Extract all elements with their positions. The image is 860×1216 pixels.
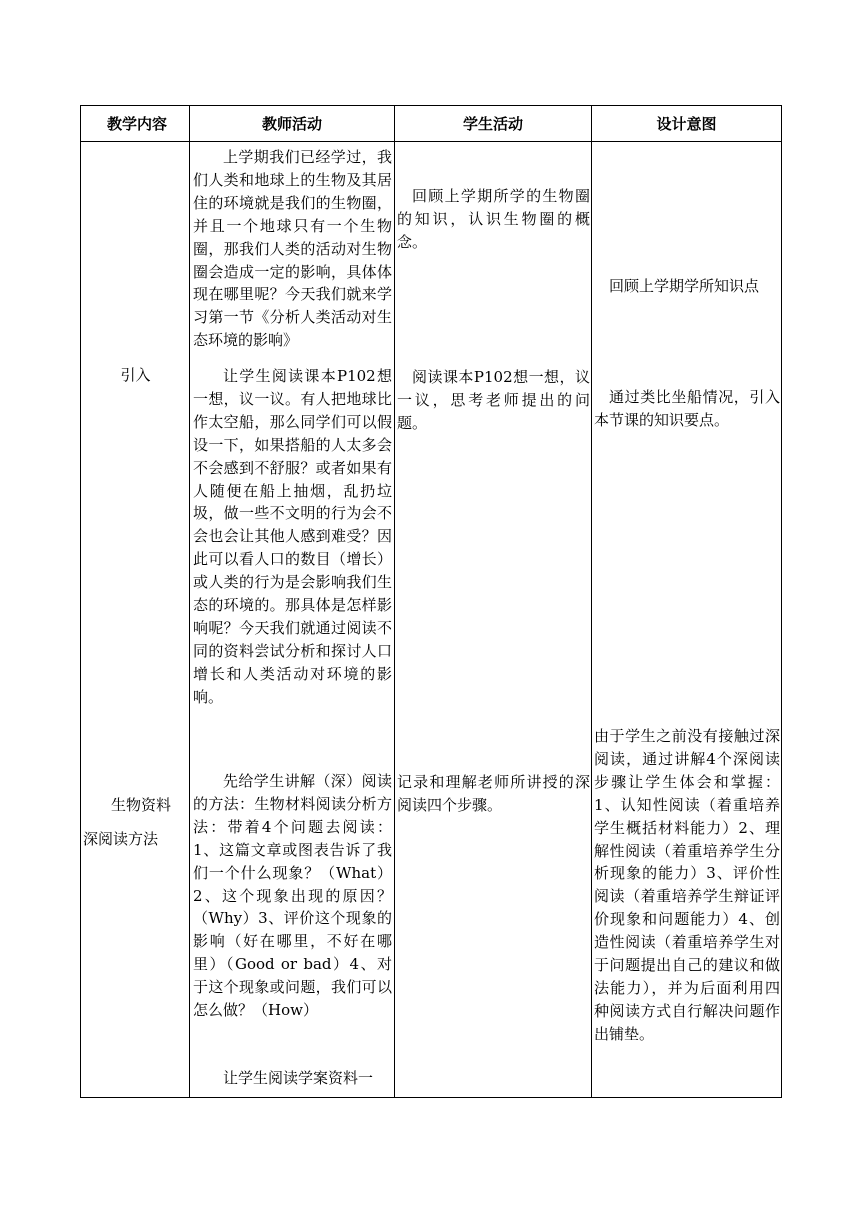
cell-intent (592, 142, 782, 1098)
header-student-activity: 学生活动 (395, 106, 592, 142)
cell-content (81, 142, 190, 1098)
content-deep-reading-line2: 深阅读方法 (83, 830, 159, 848)
content-intro: 引入 (120, 366, 151, 384)
cell-teacher (190, 142, 395, 1098)
table-row (81, 142, 782, 1098)
cell-student (395, 142, 592, 1098)
teacher-read-material-text: 让学生阅读学案资料一 (223, 1069, 374, 1087)
intent-review-text: 回顾上学期学所知识点 (609, 277, 760, 295)
header-design-intent: 设计意图 (592, 106, 782, 142)
teacher-deep-reading-text: 先给学生讲解（深）阅读的方法：生物材料阅读分析方法：带着4个问题去阅读：1、这篇文章或图表告诉了我们一个什么现象？（What）2、这个现象出现的原因？（Why）3、评价这个现象的影响（好在哪里，不好在哪里）（Good or bad）4、对于这个现象或问题，我们可以怎么做？（How） (193, 772, 392, 1020)
student-record-text: 记录和理解老师所讲授的深阅读四个步骤。 (397, 773, 590, 814)
intent-analogy-text: 通过类比坐船情况，引入本节课的知识要点。 (594, 388, 780, 429)
lesson-plan-table (80, 105, 782, 1098)
student-read-text: 阅读课本P102想一想，议一议，思考老师提出的问题。 (397, 368, 590, 432)
student-review-text: 回顾上学期所学的生物圈的知识，认识生物圈的概念。 (397, 187, 590, 251)
intent-deep-reading-text: 由于学生之前没有接触过深阅读，通过讲解4个深阅读步骤让学生体会和掌握：1、认知性阅读（着重培养学生概括材料能力）2、理解性阅读（着重培养学生分析现象的能力）3、评价性阅读（着重培养学生辩证评价现象和问题能力）4、创造性阅读（着重培养学生对于问题提出自己的建议和做法能力），并为后面利用四种阅读方式自行解决问题作出铺垫。 (594, 727, 780, 1043)
table-header-row (81, 106, 782, 142)
header-teaching-content: 教学内容 (81, 106, 190, 142)
content-deep-reading-line1: 生物资料 (111, 796, 172, 814)
header-teacher-activity: 教师活动 (190, 106, 395, 142)
teacher-discussion-text: 让学生阅读课本P102想一想，议一议。有人把地球比作太空船，那么同学们可以假设一下，如果搭船的人太多会不会感到不舒服？或者如果有人随便在船上抽烟，乱扔垃圾，做一些不文明的行为会不会也会让其他人感到难受？因此可以看人口的数目（增长）或人类的行为是会影响我们生态的环境的。那具体是怎样影响呢？今天我们就通过阅读不同的资料尝试分析和探讨人口增长和人类活动对环境的影响。 (193, 367, 392, 706)
teacher-intro-text: 上学期我们已经学过，我们人类和地球上的生物及其居住的环境就是我们的生物圈，并且一个地球只有一个生物圈，那我们人类的活动对生物圈会造成一定的影响，具体体现在哪里呢？今天我们就来学习第一节《分析人类活动对生态环境的影响》 (193, 148, 392, 350)
